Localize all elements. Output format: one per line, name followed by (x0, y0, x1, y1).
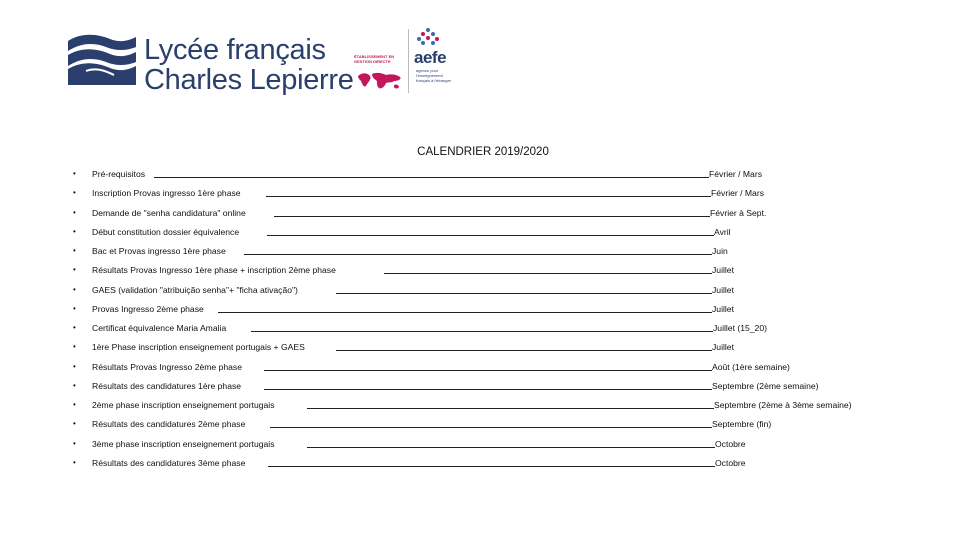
leader-line (244, 254, 712, 255)
item-date: Septembre (fin) (712, 419, 772, 429)
item-date: Septembre (2ème à 3ème semaine) (714, 400, 852, 410)
leader-line (270, 427, 712, 428)
item-label: 1ère Phase inscription enseignement portugais + GAES (92, 342, 305, 352)
leader-line (264, 389, 712, 390)
bullet-icon: • (73, 188, 76, 197)
bullet-icon: • (73, 439, 76, 448)
item-date: Juillet (712, 304, 734, 314)
item-date: Février / Mars (711, 188, 764, 198)
bullet-icon: • (73, 323, 76, 332)
bullet-icon: • (73, 285, 76, 294)
item-label: 2ème phase inscription enseignement portugais (92, 400, 275, 410)
header-logos (66, 26, 466, 98)
leader-line (268, 466, 715, 467)
bullet-icon: • (73, 227, 76, 236)
leader-line (384, 273, 712, 274)
item-label: Pré-requisitos (92, 169, 146, 179)
item-label: Résultats Provas Ingresso 1ère phase + inscription 2ème phase (92, 265, 336, 275)
list-item (0, 283, 960, 297)
leader-line (218, 312, 712, 313)
school-name-line2: Charles Lepierre (144, 64, 354, 96)
item-label: Bac et Provas ingresso 1ère phase (92, 246, 226, 256)
list-item (0, 206, 960, 220)
item-label: Résultats des candidatures 1ère phase (92, 381, 242, 391)
bullet-icon: • (73, 265, 76, 274)
school-name-line1: Lycée français (144, 34, 326, 66)
item-label: Résultats Provas Ingresso 2ème phase (92, 362, 242, 372)
bullet-icon: • (73, 419, 76, 428)
list-item (0, 340, 960, 354)
item-label: Demande de "senha candidatura" online (92, 208, 246, 218)
aefe-logo-text: aefe (414, 48, 447, 67)
item-date: Avril (714, 227, 731, 237)
list-item (0, 398, 960, 412)
aefe-dots-icon (416, 27, 440, 49)
school-name (144, 36, 354, 95)
item-label: Résultats des candidatures 2ème phase (92, 419, 246, 429)
item-label: GAES (validation "atribuição senha"+ "ficha ativação") (92, 285, 298, 295)
item-label: Début constitution dossier équivalence (92, 227, 240, 237)
leader-line (266, 196, 711, 197)
item-date: Juillet (712, 342, 734, 352)
item-date: Février / Mars (709, 169, 762, 179)
list-item (0, 321, 960, 335)
item-date: Octobre (715, 439, 746, 449)
bullet-icon: • (73, 208, 76, 217)
item-date: Juillet (712, 285, 734, 295)
list-item (0, 167, 960, 181)
aefe-tagline: agence pour l'enseignement français à l'étranger (416, 68, 452, 83)
logo-separator (408, 29, 409, 93)
list-item (0, 417, 960, 431)
item-label: Inscription Provas ingresso 1ère phase (92, 188, 241, 198)
list-item (0, 225, 960, 239)
leader-line (267, 235, 714, 236)
leader-line (336, 293, 712, 294)
bullet-icon: • (73, 304, 76, 313)
world-map-icon (356, 70, 404, 92)
list-item (0, 437, 960, 451)
item-date: Juillet (712, 265, 734, 275)
leader-line (274, 216, 710, 217)
item-date: Octobre (715, 458, 746, 468)
leader-line (336, 350, 712, 351)
leader-line (264, 370, 712, 371)
item-date: Juillet (15_20) (713, 323, 767, 333)
leader-line (307, 408, 714, 409)
item-date: Février à Sept. (710, 208, 767, 218)
bullet-icon: • (73, 458, 76, 467)
leader-line (251, 331, 713, 332)
list-item (0, 244, 960, 258)
lycee-logo-mark (66, 31, 138, 87)
bullet-icon: • (73, 169, 76, 178)
bullet-icon: • (73, 362, 76, 371)
bullet-icon: • (73, 400, 76, 409)
bullet-icon: • (73, 246, 76, 255)
list-item (0, 379, 960, 393)
item-label: Provas Ingresso 2ème phase (92, 304, 204, 314)
item-date: Août (1ère semaine) (712, 362, 790, 372)
list-item (0, 263, 960, 277)
list-item (0, 456, 960, 470)
leader-line (307, 447, 715, 448)
item-label: Certificat équivalence Maria Amalia (92, 323, 227, 333)
establishment-badge: ÉTABLISSEMENT EN GESTION DIRECTE (354, 54, 395, 64)
page-title: CALENDRIER 2019/2020 (417, 146, 549, 158)
bullet-icon: • (73, 381, 76, 390)
leader-line (154, 177, 709, 178)
item-date: Septembre (2ème semaine) (712, 381, 819, 391)
list-item (0, 302, 960, 316)
item-label: Résultats des candidatures 3ème phase (92, 458, 246, 468)
item-date: Juin (712, 246, 728, 256)
list-item (0, 360, 960, 374)
item-label: 3ème phase inscription enseignement portugais (92, 439, 275, 449)
bullet-icon: • (73, 342, 76, 351)
list-item (0, 186, 960, 200)
